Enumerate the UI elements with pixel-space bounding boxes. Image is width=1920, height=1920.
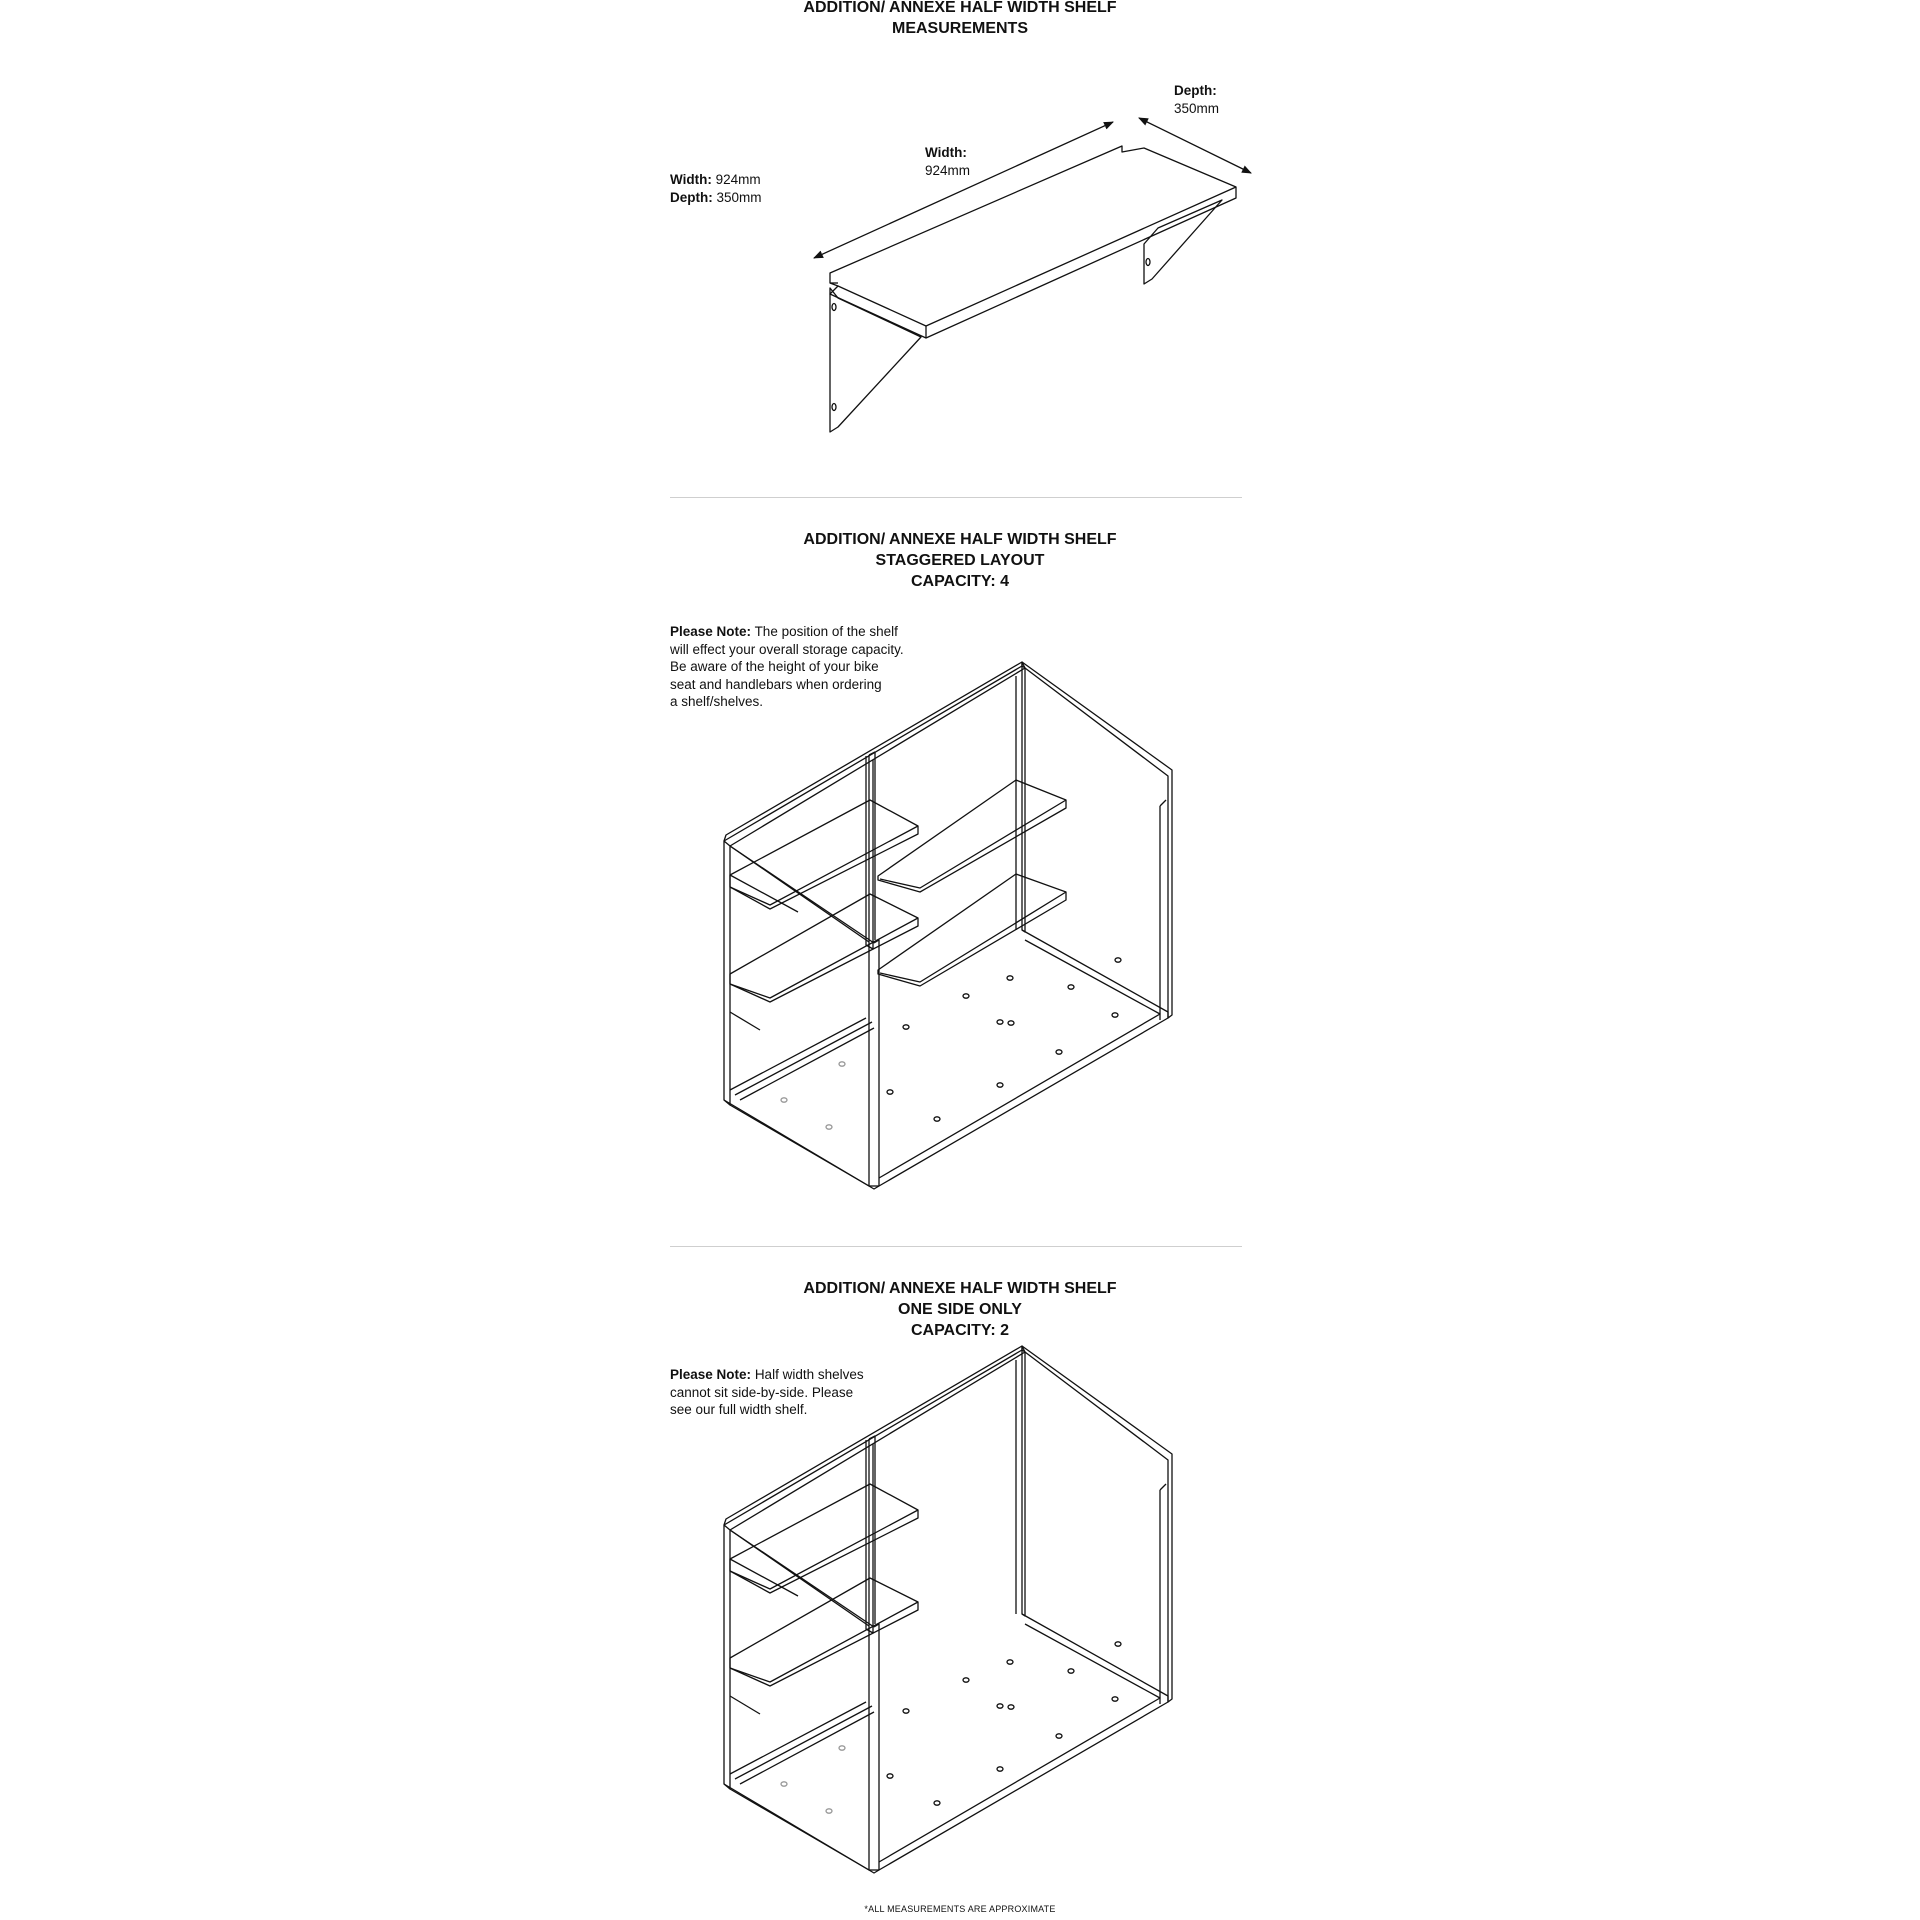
staggered-note-line4: seat and handlebars when ordering [670,676,882,692]
depth-arrow-label-value: 350mm [1174,100,1220,116]
approximate-measurements-footnote: *ALL MEASUREMENTS ARE APPROXIMATE [864,1904,1056,1914]
one-side-note-line1: Half width shelves [754,1367,864,1382]
summary-width-label: Width: [670,172,712,187]
staggered-note-label: Please Note: [670,624,752,639]
depth-arrow-label-title: Depth: [1174,83,1217,98]
width-arrow-label-value: 924mm [925,162,971,178]
staggered-note-line2: will effect your overall storage capacity. [670,641,904,657]
one-side-title-line2: ONE SIDE ONLY [898,1301,1022,1318]
staggered-title-line3: CAPACITY: 4 [910,573,1010,590]
summary-width-value: 924mm [715,172,761,187]
summary-depth-label: Depth: [670,189,713,205]
one-side-note-label: Please Note: [670,1367,752,1382]
measurements-title-line1: ADDITION/ ANNEXE HALF WIDTH SHELF [803,0,1117,16]
width-arrow-label-title: Width: [925,145,967,160]
staggered-title-line1: ADDITION/ ANNEXE HALF WIDTH SHELF [803,531,1117,548]
one-side-title-line1: ADDITION/ ANNEXE HALF WIDTH SHELF [803,1280,1117,1297]
one-side-note-line2: cannot sit side-by-side. Please [670,1384,854,1400]
one-side-note-line3: see our full width shelf. [670,1402,808,1417]
summary-depth-value: 350mm [716,189,762,205]
one-side-title-line3: CAPACITY: 2 [910,1322,1010,1339]
staggered-note-line3: Be aware of the height of your bike [670,659,879,674]
staggered-note-line1: The position of the shelf [754,624,898,639]
staggered-note-line5: a shelf/shelves. [670,694,764,709]
staggered-title-line2: STAGGERED LAYOUT [875,552,1045,569]
measurements-title-line2: MEASUREMENTS [891,20,1028,37]
